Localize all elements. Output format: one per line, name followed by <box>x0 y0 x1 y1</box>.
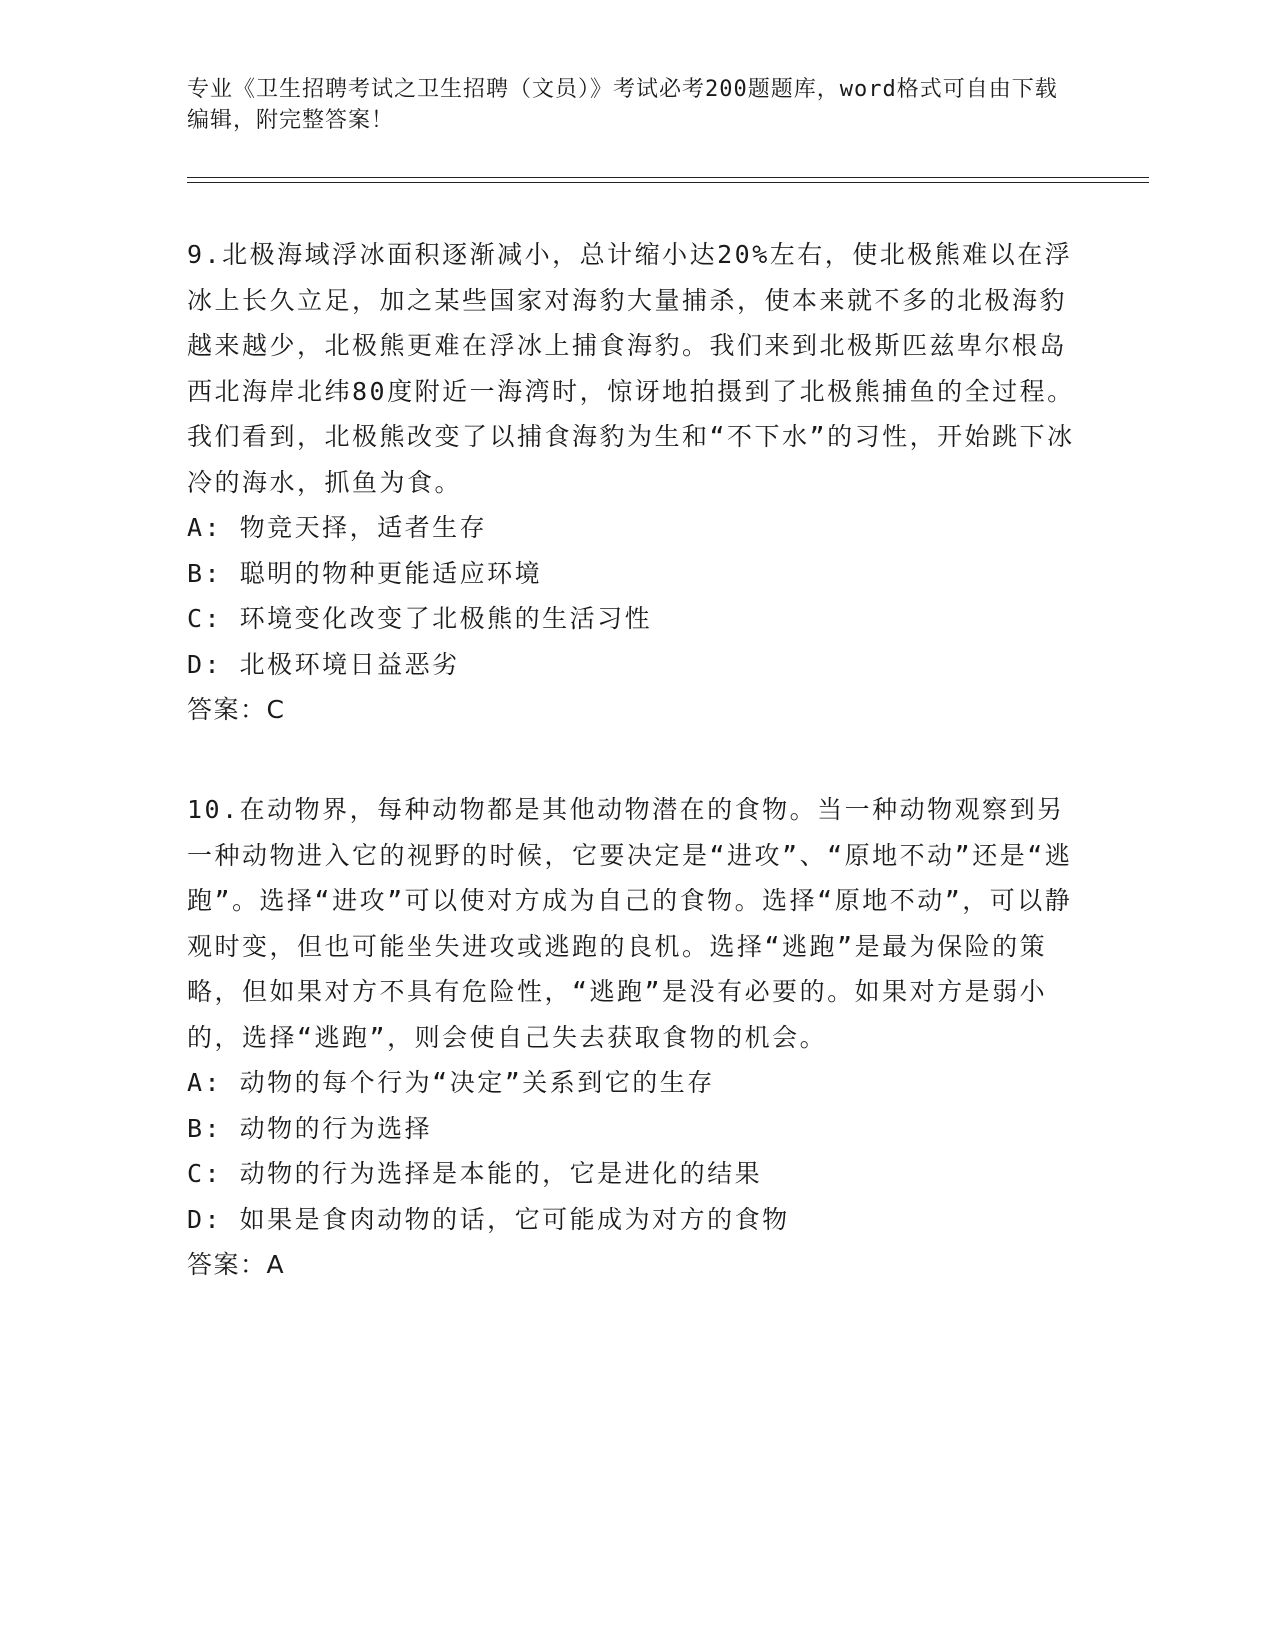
question-stem: 10.在动物界，每种动物都是其他动物潜在的食物。当一种动物观察到另一种动物进入它的视野的时候，它要决定是“进攻”、“原地不动”还是“逃跑”。选择“进攻”可以使对方成为自己的食物。选择“原地不动”，可以静观时变，但也可能坐失进攻或逃跑的良机。选择“逃跑”是最为保险的策略，但如果对方不具有危险性，“逃跑”是没有必要的。如果对方是弱小的，选择“逃跑”，则会使自己失去获取食物的机会。 <box>187 795 1073 1052</box>
option-a: A: 物竞天择，适者生存 <box>187 513 488 542</box>
option-d: D: 北极环境日益恶劣 <box>187 649 460 679</box>
header-divider <box>187 177 1149 183</box>
document-header: 专业《卫生招聘考试之卫生招聘（文员）》考试必考200题题库，word格式可自由下载编辑，附完整答案！ <box>187 77 1058 133</box>
answer-line: 答案：C <box>187 695 286 724</box>
option-a: A: 动物的每个行为“决定”关系到它的生存 <box>187 1068 715 1097</box>
question-block <box>187 232 1087 733</box>
option-c: C: 环境变化改变了北极熊的生活习性 <box>187 604 653 633</box>
question-block <box>187 787 1087 1288</box>
answer-line: 答案：A <box>187 1250 286 1279</box>
option-d: D: 如果是食肉动物的话，它可能成为对方的食物 <box>187 1204 790 1234</box>
question-stem: 9.北极海域浮冰面积逐渐减小，总计缩小达20%左右，使北极熊难以在浮冰上长久立足，加之某些国家对海豹大量捕杀，使本来就不多的北极海豹越来越少，北极熊更难在浮冰上捕食海豹。我们来到北极斯匹兹卑尔根岛西北海岸北纬80度附近一海湾时，惊讶地拍摄到了北极熊捕鱼的全过程。我们看到，北极熊改变了以捕食海豹为生和“不下水”的习性，开始跳下冰冷的海水，抓鱼为食。 <box>187 240 1075 497</box>
option-c: C: 动物的行为选择是本能的，它是进化的结果 <box>187 1159 763 1188</box>
option-b: B: 动物的行为选择 <box>187 1113 433 1143</box>
option-b: B: 聪明的物种更能适应环境 <box>187 558 543 588</box>
